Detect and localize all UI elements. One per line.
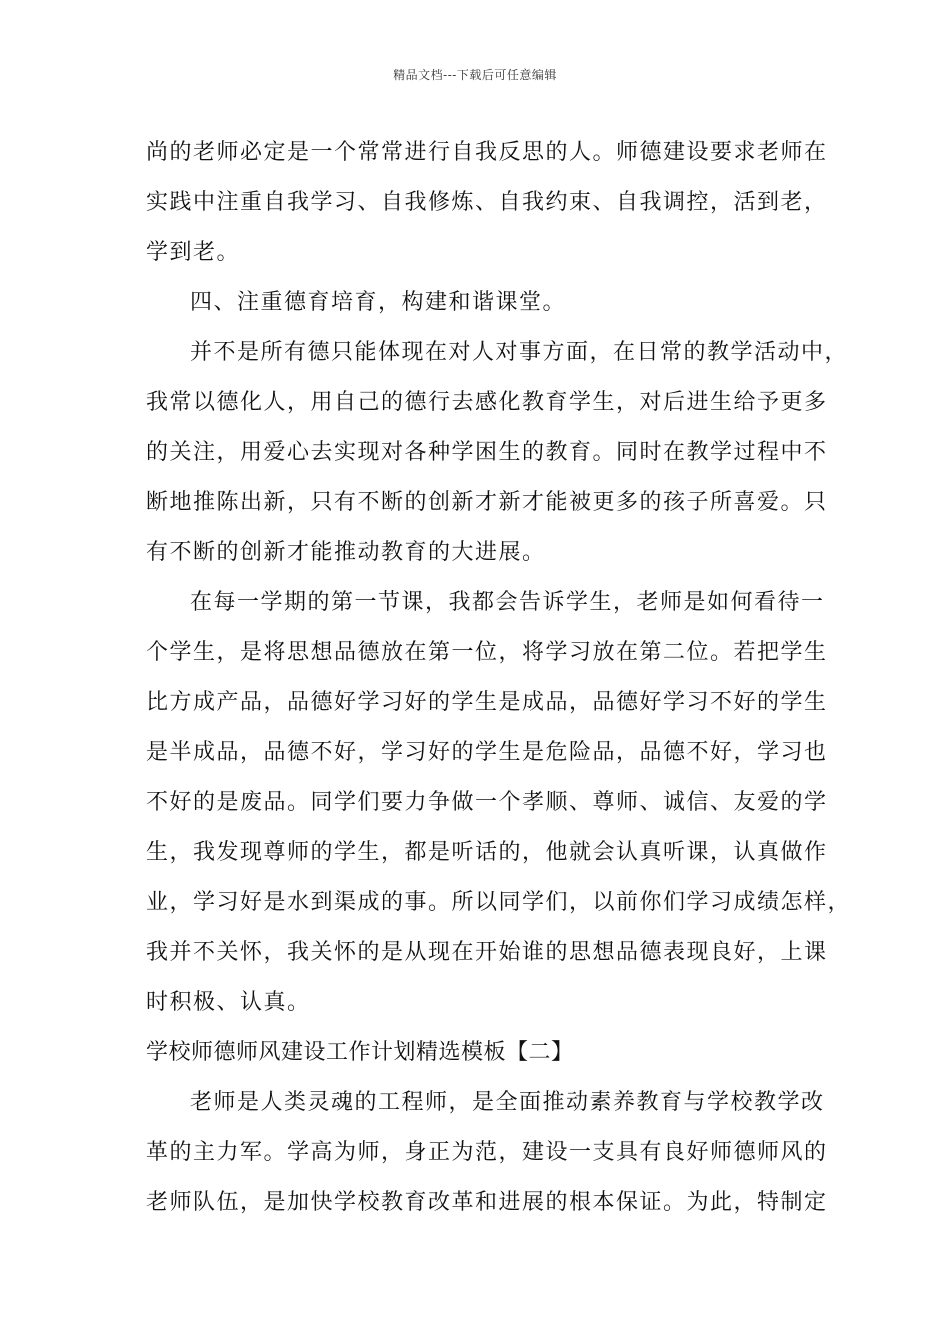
paragraph-line: 并不是所有德只能体现在对人对事方面，在日常的教学活动中， [190,340,849,365]
paragraph-line: 在每一学期的第一节课，我都会告诉学生，老师是如何看待一 [190,590,825,615]
paragraph-line: 断地推陈出新，只有不断的创新才新才能被更多的孩子所喜爱。只 [146,490,828,515]
paragraph-line: 尚的老师必定是一个常常进行自我反思的人。师德建设要求老师在 [146,140,828,165]
paragraph-line: 时积极、认真。 [146,990,311,1015]
paragraph-line: 老师是人类灵魂的工程师，是全面推动素养教育与学校教学改 [190,1090,825,1115]
paragraph-line: 不好的是废品。同学们要力争做一个孝顺、尊师、诚信、友爱的学 [146,790,828,815]
paragraph-line: 有不断的创新才能推动教育的大进展。 [146,540,546,565]
page-header: 精品文档---下载后可任意编辑 [393,68,557,82]
paragraph-line: 实践中注重自我学习、自我修炼、自我约束、自我调控，活到老， [146,190,828,215]
section-title: 学校师德师风建设工作计划精选模板【二】 [146,1040,574,1065]
paragraph-line: 革的主力军。学高为师，身正为范，建设一支具有良好师德师风的 [146,1140,828,1165]
paragraph-line: 业，学习好是水到渠成的事。所以同学们，以前你们学习成绩怎样， [146,890,852,915]
paragraph-line: 老师队伍，是加快学校教育改革和进展的根本保证。为此，特制定 [146,1190,828,1215]
paragraph-line: 的关注，用爱心去实现对各种学困生的教育。同时在教学过程中不 [146,440,828,465]
paragraph-line: 生，我发现尊师的学生，都是听话的，他就会认真听课，认真做作 [146,840,828,865]
paragraph-line: 比方成产品，品德好学习好的学生是成品，品德好学习不好的学生 [146,690,828,715]
section-heading: 四、注重德育培育，构建和谐课堂。 [190,290,567,315]
paragraph-line: 我常以德化人，用自己的德行去感化教育学生，对后进生给予更多 [146,390,828,415]
paragraph-line: 是半成品，品德不好，学习好的学生是危险品，品德不好，学习也 [146,740,828,765]
document-body [146,128,852,1228]
paragraph-line: 个学生，是将思想品德放在第一位，将学习放在第二位。若把学生 [146,640,828,665]
paragraph-line: 学到老。 [146,240,241,265]
paragraph-line: 我并不关怀，我关怀的是从现在开始谁的思想品德表现良好，上课 [146,940,828,965]
